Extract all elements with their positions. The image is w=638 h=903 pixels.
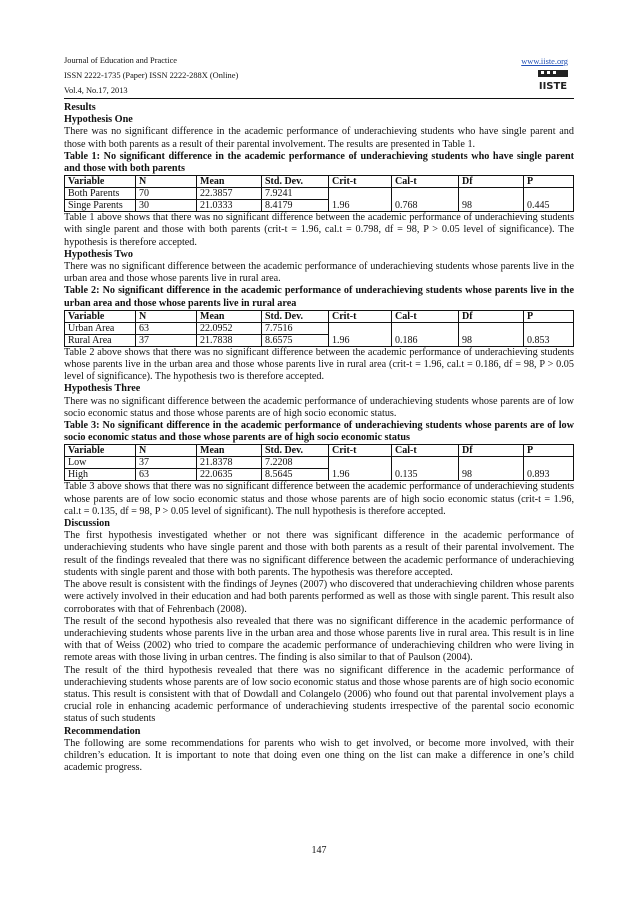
- table-cell: Low: [65, 457, 136, 469]
- discussion-paragraph: The result of the second hypothesis also revealed that there was no significant difference in the academic performance of underachieving students whose parents live in the urban area and those whose parents live in rural area. This result is in line with that of Weiss (2002) who tried to compare the academic performance of underachieving children who were living in remote areas with those living in urban centres. The finding is also similar to that of Paulson (2004).: [64, 615, 574, 664]
- table-cell: 0.445: [524, 188, 574, 212]
- table-header-row: [65, 310, 574, 322]
- table-cell: 98: [459, 322, 524, 346]
- table-cell: 70: [136, 188, 197, 200]
- table-cell: 98: [459, 457, 524, 481]
- table-cell: 22.3857: [197, 188, 262, 200]
- table-cell: 37: [136, 457, 197, 469]
- table-cell: 22.0635: [197, 469, 262, 481]
- table-header: Variable: [65, 176, 136, 188]
- table-cell: 21.0333: [197, 200, 262, 212]
- page-content: [64, 102, 574, 774]
- recommendation-heading: Recommendation: [64, 725, 141, 737]
- table-header: Crit-t: [329, 445, 392, 457]
- table-cell: 7.2208: [262, 457, 329, 469]
- discussion-paragraph: The above result is consistent with the findings of Jeynes (2007) who discovered that underachieving children whose parents were actively involved in their education and had both parents performed as well as those with single parent. This result also corroborates with that of Fehrenbach (2008).: [64, 579, 574, 615]
- hypothesis-one-heading: Hypothesis One: [64, 114, 133, 126]
- table-header: Df: [459, 176, 524, 188]
- table-header: N: [136, 310, 197, 322]
- table-header: Variable: [65, 310, 136, 322]
- discussion-paragraph: The first hypothesis investigated whether or not there was significant difference in the academic performance of underachieving students who have single parent and those with both parents as a result of their parental involvement. The result of the findings revealed that there was no significant difference between the academic performance of underachieving students with single parent and those with both parents. The hypothesis was therefore accepted.: [64, 530, 574, 578]
- header-rule: [64, 98, 574, 99]
- table-header: Std. Dev.: [262, 310, 329, 322]
- table-header: Variable: [65, 445, 136, 457]
- issn-line: ISSN 2222-1735 (Paper) ISSN 2222-288X (Online): [64, 71, 239, 80]
- page-number: 147: [311, 845, 327, 856]
- table-header: Df: [459, 445, 524, 457]
- volume-line: Vol.4, No.17, 2013: [64, 86, 128, 95]
- hypothesis-three-heading: Hypothesis Three: [64, 383, 141, 395]
- table-row: [65, 322, 574, 334]
- table-header: N: [136, 445, 197, 457]
- table-cell: 1.96: [329, 322, 392, 346]
- hypothesis-three-text: There was no significant difference between the academic performance of underachieving students whose parents are of low socio economic status and those whose parents are of high socio economic status.: [64, 395, 574, 419]
- table-cell: 1.96: [329, 188, 392, 212]
- table2: [64, 310, 574, 347]
- table-cell: 0.135: [392, 457, 459, 481]
- table-cell: 0.186: [392, 322, 459, 346]
- table-cell: 22.0952: [197, 322, 262, 334]
- table3: [64, 444, 574, 481]
- journal-url-link[interactable]: www.iiste.org: [521, 57, 568, 66]
- table-cell: 63: [136, 469, 197, 481]
- table-header: Std. Dev.: [262, 176, 329, 188]
- table-header: P: [524, 310, 574, 322]
- table-header-row: [65, 176, 574, 188]
- table-header: Cal-t: [392, 176, 459, 188]
- table3-discussion: Table 3 above shows that there was no significant difference between the academic performance of underachieving students whose parents are of low socio economic status and those whose parents are of high socio economic status (crit-t = 1.96, cal.t = 0.135, df = 98, P > 0.05 level of significant). The null hypothesis is therefore accepted.: [64, 481, 574, 517]
- table-cell: Urban Area: [65, 322, 136, 334]
- table-cell: 21.7838: [197, 334, 262, 346]
- table2-caption: Table 2: No significant difference in the academic performance of underachieving students whose parents live in the urban area and those whose parents live in rural area: [64, 285, 574, 309]
- hypothesis-one-text: There was no significant difference in the academic performance of underachieving students who have single parent and those with both parents as a result of their parental involvement. The results are presented in Table 1.: [64, 126, 574, 150]
- table-cell: 37: [136, 334, 197, 346]
- table-header: Cal-t: [392, 445, 459, 457]
- svg-text:IISTE: IISTE: [538, 81, 568, 92]
- table-header: Mean: [197, 310, 262, 322]
- hypothesis-two-text: There was no significant difference between the academic performance of underachieving students whose parents live in the urban area and those whose parents live in rural area.: [64, 261, 574, 285]
- table-header: N: [136, 176, 197, 188]
- table-cell: Both Parents: [65, 188, 136, 200]
- table-header: Std. Dev.: [262, 445, 329, 457]
- table-cell: 0.768: [392, 188, 459, 212]
- table-row: [65, 188, 574, 200]
- hypothesis-two-heading: Hypothesis Two: [64, 248, 133, 260]
- recommendation-text: The following are some recommendations for parents who wish to get involved, or become more involved, with their children’s education. It is important to note that doing even one thing on the list can make a difference in one’s child academic progress.: [64, 737, 574, 774]
- table3-caption: Table 3: No significant difference in the academic performance of underachieving students whose parents are of low socio economic status and those whose parents are of high socio economic status: [64, 420, 574, 444]
- table-cell: High: [65, 469, 136, 481]
- table-header: Cal-t: [392, 310, 459, 322]
- iiste-logo-icon: [536, 68, 570, 92]
- table-cell: 8.6575: [262, 334, 329, 346]
- table-cell: 98: [459, 188, 524, 212]
- table-cell: 1.96: [329, 457, 392, 481]
- journal-title: Journal of Education and Practice: [64, 56, 178, 65]
- table1-discussion: Table 1 above shows that there was no significant difference between the academic performance of underachieving students with single parent and those with both parents (crit-t = 1.96, cal.t = 0.798, df = 98, P > 0.05 level of significance). The hypothesis is therefore accepted.: [64, 212, 574, 248]
- table-header: P: [524, 445, 574, 457]
- table-header: Mean: [197, 445, 262, 457]
- table-cell: 8.4179: [262, 200, 329, 212]
- table-cell: 21.8378: [197, 457, 262, 469]
- table-cell: 7.7516: [262, 322, 329, 334]
- table-cell: 0.893: [524, 457, 574, 481]
- discussion-heading: Discussion: [64, 518, 110, 530]
- table-header: Crit-t: [329, 310, 392, 322]
- table-cell: Rural Area: [65, 334, 136, 346]
- table-header-row: [65, 445, 574, 457]
- table-row: [65, 457, 574, 469]
- discussion-paragraph: The result of the third hypothesis revealed that there was no significant difference in the academic performance of underachieving students whose parents are of low socio economic status and those whose parents are of high socio economic status. This result is consistent with that of Dowdall and Colangelo (2006) who found out that parental involvement plays a crucial role in enhancing academic performance of underachieving students irrespective of the parental socio economic status of such students: [64, 664, 574, 725]
- results-heading: Results: [64, 102, 96, 113]
- table-cell: 63: [136, 322, 197, 334]
- table-header: P: [524, 176, 574, 188]
- table-cell: Singe Parents: [65, 200, 136, 212]
- table-header: Mean: [197, 176, 262, 188]
- table-header: Df: [459, 310, 524, 322]
- table2-discussion: Table 2 above shows that there was no significant difference between the academic performance of underachieving students whose parents live in the urban area and those whose parents live in rural area (crit-t = 1.96, cal.t = 0.186, df = 98, P > 0.05 level of significance). The hypothesis two is therefore accepted.: [64, 346, 574, 383]
- table-cell: 0.853: [524, 322, 574, 346]
- table-header: Crit-t: [329, 176, 392, 188]
- table1: [64, 175, 574, 212]
- table-cell: 8.5645: [262, 469, 329, 481]
- table-cell: 7.9241: [262, 188, 329, 200]
- table1-caption: Table 1: No significant difference in the academic performance of underachieving students who have single parent and those with both parents: [64, 150, 574, 175]
- table-cell: 30: [136, 200, 197, 212]
